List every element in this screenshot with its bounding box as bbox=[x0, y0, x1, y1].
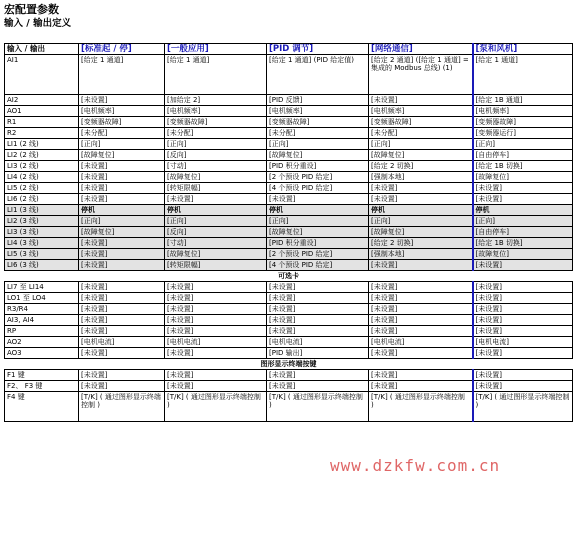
value-cell: [T/K] ( 通过图形显示终端控制 ) bbox=[79, 392, 165, 422]
table-row bbox=[5, 227, 573, 238]
row-label-cell: LI4 (2 线) bbox=[5, 172, 79, 183]
value-cell: [给定 1 通道] bbox=[165, 55, 267, 95]
value-cell: [变频器故障] bbox=[165, 117, 267, 128]
table-row bbox=[5, 260, 573, 271]
table-row bbox=[5, 106, 573, 117]
value-cell: [未设置] bbox=[267, 282, 369, 293]
value-cell: [未设置] bbox=[165, 304, 267, 315]
value-cell: [未设置] bbox=[79, 315, 165, 326]
table-row bbox=[5, 392, 573, 422]
value-cell: 停机 bbox=[79, 205, 165, 216]
value-cell: [未设置] bbox=[79, 370, 165, 381]
table-header-row bbox=[5, 44, 573, 55]
row-label-cell: AO2 bbox=[5, 337, 79, 348]
value-cell: [反向] bbox=[165, 227, 267, 238]
value-cell: [未分配] bbox=[79, 128, 165, 139]
value-cell: [未设置] bbox=[369, 315, 473, 326]
value-cell: [PID 积分重设] bbox=[267, 161, 369, 172]
value-cell: [未设置] bbox=[79, 95, 165, 106]
value-cell: [未设置] bbox=[79, 282, 165, 293]
value-cell: [未设置] bbox=[79, 161, 165, 172]
value-cell: [未分配] bbox=[267, 128, 369, 139]
value-cell: [电机电流] bbox=[79, 337, 165, 348]
row-label-cell: AI1 bbox=[5, 55, 79, 95]
table-row bbox=[5, 381, 573, 392]
table-body bbox=[5, 55, 573, 422]
value-cell: [电机电流] bbox=[369, 337, 473, 348]
value-cell: [未设置] bbox=[369, 260, 473, 271]
value-cell: [未设置] bbox=[79, 172, 165, 183]
value-cell: [变频器运行] bbox=[473, 128, 573, 139]
value-cell: [未分配] bbox=[369, 128, 473, 139]
value-cell: [未设置] bbox=[473, 183, 573, 194]
watermark: www.dzkfw.com.cn bbox=[330, 456, 501, 475]
value-cell: [未设置] bbox=[369, 194, 473, 205]
table-row bbox=[5, 304, 573, 315]
value-cell: [未设置] bbox=[369, 304, 473, 315]
value-cell: [未设置] bbox=[267, 381, 369, 392]
value-cell: [变频器故障] bbox=[267, 117, 369, 128]
table-row bbox=[5, 205, 573, 216]
table-row bbox=[5, 161, 573, 172]
value-cell: [T/K] ( 通过图形显示终端控制 ) bbox=[165, 392, 267, 422]
value-cell: [未设置] bbox=[165, 370, 267, 381]
value-cell: [故障复位] bbox=[369, 150, 473, 161]
table-row bbox=[5, 150, 573, 161]
value-cell: [正向] bbox=[473, 216, 573, 227]
section-option-card bbox=[5, 271, 573, 282]
value-cell: [转矩限幅] bbox=[165, 183, 267, 194]
macro-config-table bbox=[4, 43, 573, 422]
value-cell: [给定 2 通道] ([给定 1 通道] = 集成的 Modbus 总线) (1) bbox=[369, 55, 473, 95]
row-label-cell: LI2 (2 线) bbox=[5, 150, 79, 161]
value-cell: [未设置] bbox=[267, 293, 369, 304]
value-cell: [电机电流] bbox=[473, 337, 573, 348]
value-cell: [故障复位] bbox=[473, 249, 573, 260]
row-label-cell: F2、 F3 键 bbox=[5, 381, 79, 392]
value-cell: [未设置] bbox=[165, 326, 267, 337]
value-cell: [电机频率] bbox=[473, 106, 573, 117]
table-row bbox=[5, 95, 573, 106]
value-cell: [T/K] ( 通过图形显示终端控制 ) bbox=[473, 392, 573, 422]
value-cell: [未设置] bbox=[369, 381, 473, 392]
value-cell: [未设置] bbox=[473, 293, 573, 304]
table-row bbox=[5, 282, 573, 293]
value-cell: [自由停车] bbox=[473, 150, 573, 161]
row-label-cell: LI3 (2 线) bbox=[5, 161, 79, 172]
value-cell: [变频器故障] bbox=[473, 117, 573, 128]
value-cell: [未设置] bbox=[369, 348, 473, 359]
header-pid: [PID 调节] bbox=[267, 44, 369, 55]
value-cell: [4 个预设 PID 给定] bbox=[267, 260, 369, 271]
value-cell: [故障复位] bbox=[369, 227, 473, 238]
value-cell: [未设置] bbox=[165, 315, 267, 326]
value-cell: [未设置] bbox=[79, 381, 165, 392]
value-cell: [故障复位] bbox=[267, 227, 369, 238]
value-cell: [未设置] bbox=[267, 370, 369, 381]
value-cell: [未设置] bbox=[473, 260, 573, 271]
row-label-cell: LI5 (2 线) bbox=[5, 183, 79, 194]
value-cell: [2 个预设 PID 给定] bbox=[267, 249, 369, 260]
value-cell: [T/K] ( 通过图形显示终端控制 ) bbox=[267, 392, 369, 422]
table-row bbox=[5, 55, 573, 95]
value-cell: [PID 反馈] bbox=[267, 95, 369, 106]
header-network: [网络通信] bbox=[369, 44, 473, 55]
value-cell: [正向] bbox=[369, 139, 473, 150]
value-cell: [正向] bbox=[79, 139, 165, 150]
value-cell: [2 个预设 PID 给定] bbox=[267, 172, 369, 183]
section-keypad-keys bbox=[5, 359, 573, 370]
page-subtitle: 输入 / 输出定义 bbox=[4, 18, 72, 29]
table-row bbox=[5, 370, 573, 381]
value-cell: [给定 1B 切换] bbox=[473, 161, 573, 172]
row-label-cell: LI7 至 LI14 bbox=[5, 282, 79, 293]
header-pump-fan: [泵和风机] bbox=[473, 44, 573, 55]
value-cell: [未设置] bbox=[369, 293, 473, 304]
value-cell: [电机频率] bbox=[267, 106, 369, 117]
value-cell: [4 个预设 PID 给定] bbox=[267, 183, 369, 194]
section-label: 可选卡 bbox=[5, 271, 573, 282]
value-cell: [未设置] bbox=[79, 293, 165, 304]
value-cell: [未分配] bbox=[165, 128, 267, 139]
value-cell: [PID 输出] bbox=[267, 348, 369, 359]
value-cell: [故障复位] bbox=[79, 150, 165, 161]
value-cell: [未设置] bbox=[165, 194, 267, 205]
row-label-cell: LI3 (3 线) bbox=[5, 227, 79, 238]
value-cell: [未设置] bbox=[165, 348, 267, 359]
table-row bbox=[5, 128, 573, 139]
value-cell: 停机 bbox=[473, 205, 573, 216]
table-row bbox=[5, 194, 573, 205]
row-label-cell: AO1 bbox=[5, 106, 79, 117]
value-cell: [未设置] bbox=[267, 304, 369, 315]
table-row bbox=[5, 139, 573, 150]
value-cell: [故障复位] bbox=[165, 249, 267, 260]
value-cell: [未设置] bbox=[369, 183, 473, 194]
value-cell: [未设置] bbox=[473, 194, 573, 205]
value-cell: [未设置] bbox=[473, 326, 573, 337]
value-cell: [未设置] bbox=[79, 249, 165, 260]
value-cell: [强制本地] bbox=[369, 249, 473, 260]
value-cell: [寸动] bbox=[165, 238, 267, 249]
row-label-cell: LI4 (3 线) bbox=[5, 238, 79, 249]
row-label-cell: R2 bbox=[5, 128, 79, 139]
table-row bbox=[5, 315, 573, 326]
value-cell: [未设置] bbox=[267, 326, 369, 337]
row-label-cell: AI2 bbox=[5, 95, 79, 106]
value-cell: [未设置] bbox=[79, 183, 165, 194]
value-cell: [未设置] bbox=[473, 282, 573, 293]
value-cell: [未设置] bbox=[369, 370, 473, 381]
value-cell: [给定 1 通道] (PID 给定值) bbox=[267, 55, 369, 95]
table-row bbox=[5, 337, 573, 348]
value-cell: [未设置] bbox=[165, 293, 267, 304]
row-label-cell: LI5 (3 线) bbox=[5, 249, 79, 260]
value-cell: [寸动] bbox=[165, 161, 267, 172]
value-cell: [电机频率] bbox=[79, 106, 165, 117]
row-label-cell: R3/R4 bbox=[5, 304, 79, 315]
value-cell: [电机频率] bbox=[165, 106, 267, 117]
value-cell: [电机频率] bbox=[369, 106, 473, 117]
page-title: 宏配置参数 bbox=[4, 3, 59, 16]
value-cell: [未设置] bbox=[473, 348, 573, 359]
value-cell: [电机电流] bbox=[165, 337, 267, 348]
value-cell: [加给定 2] bbox=[165, 95, 267, 106]
table-row bbox=[5, 183, 573, 194]
value-cell: [未设置] bbox=[79, 304, 165, 315]
value-cell: 停机 bbox=[369, 205, 473, 216]
row-label-cell: AO3 bbox=[5, 348, 79, 359]
value-cell: [未设置] bbox=[369, 282, 473, 293]
value-cell: [未设置] bbox=[473, 315, 573, 326]
value-cell: [未设置] bbox=[267, 315, 369, 326]
value-cell: [未设置] bbox=[165, 381, 267, 392]
table-row bbox=[5, 172, 573, 183]
value-cell: [给定 1B 通道] bbox=[473, 95, 573, 106]
value-cell: [未设置] bbox=[79, 194, 165, 205]
value-cell: [正向] bbox=[165, 216, 267, 227]
row-label-cell: LI2 (3 线) bbox=[5, 216, 79, 227]
value-cell: [PID 积分重设] bbox=[267, 238, 369, 249]
value-cell: [未设置] bbox=[473, 304, 573, 315]
value-cell: [反向] bbox=[165, 150, 267, 161]
value-cell: [强制本地] bbox=[369, 172, 473, 183]
value-cell: [故障复位] bbox=[473, 172, 573, 183]
value-cell: [T/K] ( 通过图形显示终端控制 ) bbox=[369, 392, 473, 422]
value-cell: [未设置] bbox=[165, 282, 267, 293]
value-cell: [未设置] bbox=[79, 348, 165, 359]
header-io: 输入 / 输出 bbox=[5, 44, 79, 55]
value-cell: [给定 1 通道] bbox=[473, 55, 573, 95]
row-label-cell: F1 键 bbox=[5, 370, 79, 381]
value-cell: [正向] bbox=[267, 139, 369, 150]
value-cell: [正向] bbox=[473, 139, 573, 150]
value-cell: [故障复位] bbox=[165, 172, 267, 183]
value-cell: [故障复位] bbox=[79, 227, 165, 238]
value-cell: [给定 2 切换] bbox=[369, 238, 473, 249]
value-cell: [未设置] bbox=[79, 238, 165, 249]
value-cell: 停机 bbox=[165, 205, 267, 216]
value-cell: [未设置] bbox=[369, 95, 473, 106]
row-label-cell: LI6 (2 线) bbox=[5, 194, 79, 205]
value-cell: [故障复位] bbox=[267, 150, 369, 161]
row-label-cell: LI1 (3 线) bbox=[5, 205, 79, 216]
table-row bbox=[5, 238, 573, 249]
value-cell: [正向] bbox=[369, 216, 473, 227]
table-row bbox=[5, 293, 573, 304]
table-row bbox=[5, 348, 573, 359]
value-cell: [电机电流] bbox=[267, 337, 369, 348]
table-row bbox=[5, 117, 573, 128]
value-cell: [正向] bbox=[267, 216, 369, 227]
value-cell: [未设置] bbox=[79, 326, 165, 337]
value-cell: [给定 2 切换] bbox=[369, 161, 473, 172]
header-general-use: [一般应用] bbox=[165, 44, 267, 55]
row-label-cell: LI6 (3 线) bbox=[5, 260, 79, 271]
value-cell: [未设置] bbox=[369, 326, 473, 337]
row-label-cell: LI1 (2 线) bbox=[5, 139, 79, 150]
row-label-cell: R1 bbox=[5, 117, 79, 128]
section-label: 图形显示终端按键 bbox=[5, 359, 573, 370]
value-cell: [未设置] bbox=[473, 370, 573, 381]
row-label-cell: F4 键 bbox=[5, 392, 79, 422]
value-cell: [给定 1B 切换] bbox=[473, 238, 573, 249]
value-cell: 停机 bbox=[267, 205, 369, 216]
value-cell: [正向] bbox=[165, 139, 267, 150]
value-cell: [未设置] bbox=[473, 381, 573, 392]
value-cell: [变频器故障] bbox=[79, 117, 165, 128]
table-row bbox=[5, 216, 573, 227]
row-label-cell: AI3, AI4 bbox=[5, 315, 79, 326]
header-std-start-stop: [标准起 / 停] bbox=[79, 44, 165, 55]
table-row bbox=[5, 326, 573, 337]
value-cell: [自由停车] bbox=[473, 227, 573, 238]
value-cell: [未设置] bbox=[267, 194, 369, 205]
row-label-cell: RP bbox=[5, 326, 79, 337]
value-cell: [未设置] bbox=[79, 260, 165, 271]
value-cell: [变频器故障] bbox=[369, 117, 473, 128]
value-cell: [转矩限幅] bbox=[165, 260, 267, 271]
value-cell: [给定 1 通道] bbox=[79, 55, 165, 95]
row-label-cell: LO1 至 LO4 bbox=[5, 293, 79, 304]
value-cell: [正向] bbox=[79, 216, 165, 227]
table-row bbox=[5, 249, 573, 260]
